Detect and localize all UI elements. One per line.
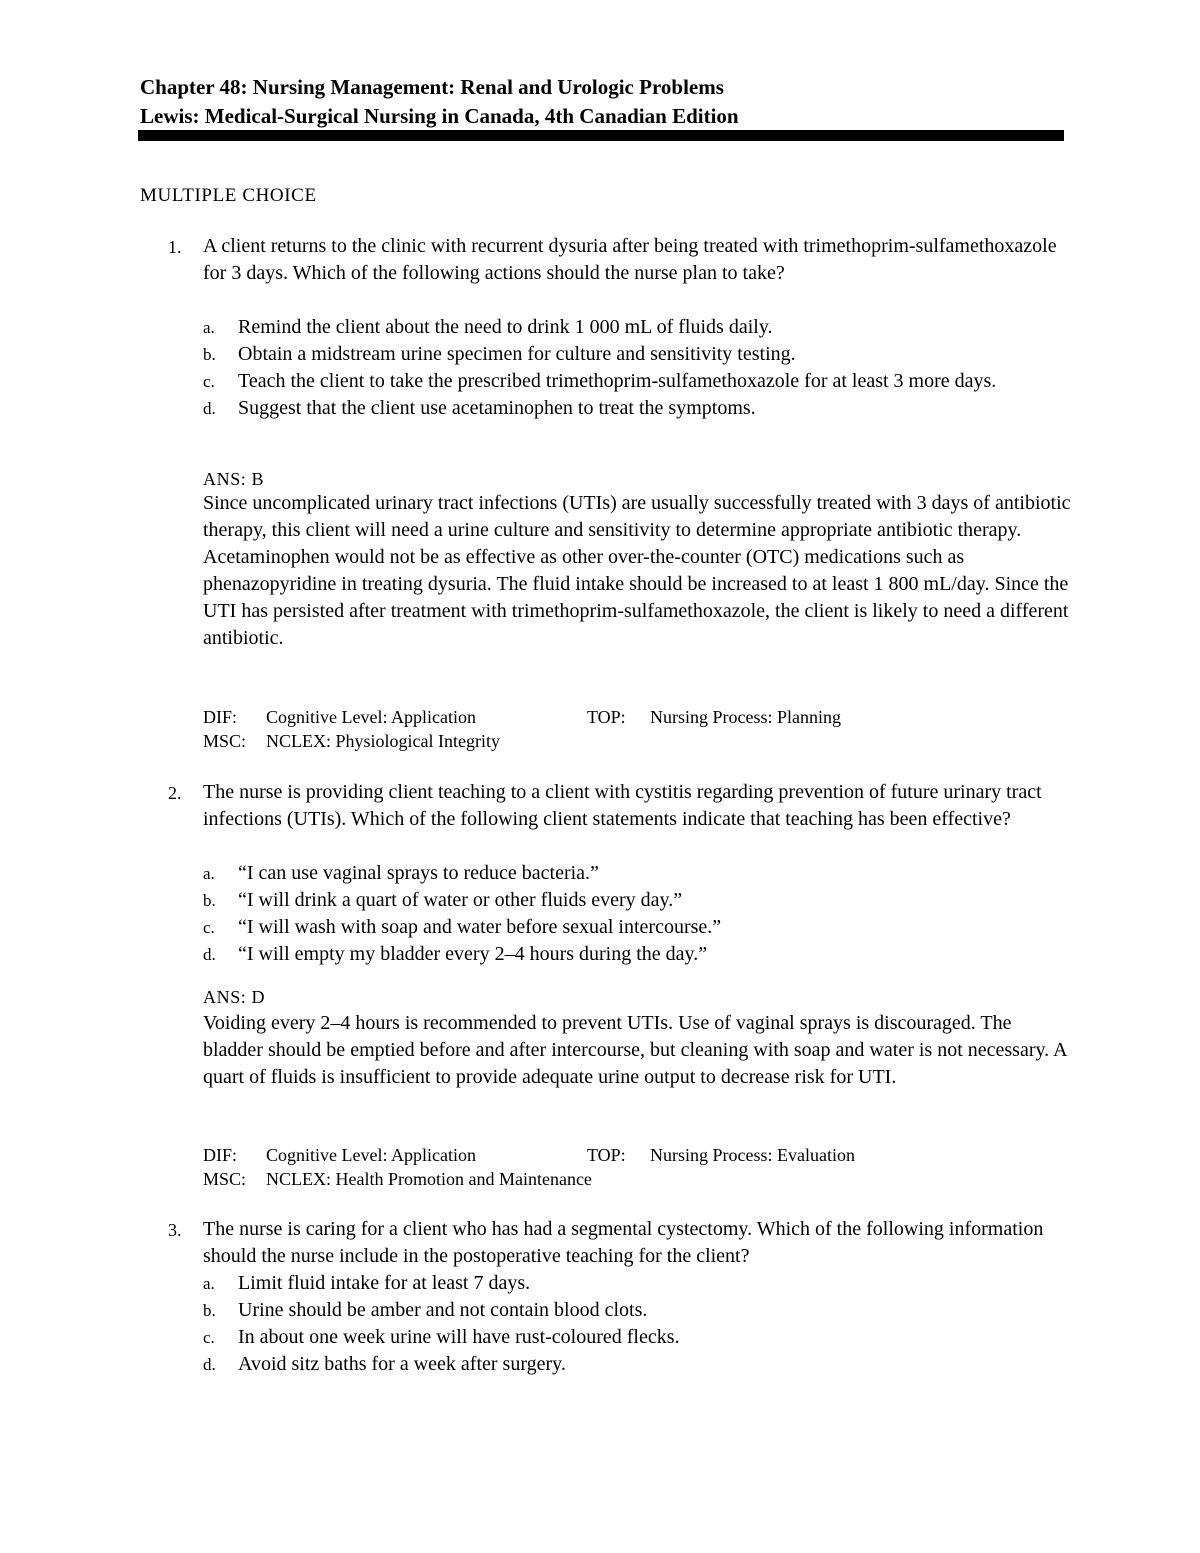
option-d [203,1351,1063,1378]
option-text: Urine should be amber and not contain blood clots. [238,1299,648,1321]
option-letter: d. [203,1355,216,1374]
option-d [203,941,1063,968]
option-text: Remind the client about the need to drink 1 000 mL of fluids daily. [238,316,773,338]
dif-value: Cognitive Level: Application [266,1145,476,1165]
option-a [203,314,1063,341]
question-metadata [203,705,1073,753]
rationale: Voiding every 2–4 hours is recommended to prevent UTIs. Use of vaginal sprays is discouraged. The bladder should be emptied before and after intercourse, but cleaning with soap and water is not necessary. A quart of fluids is insufficient to provide adequate urine output to decrease risk for UTI. [203,1012,1067,1088]
msc-value: NCLEX: Health Promotion and Maintenance [266,1169,592,1189]
option-text: Limit fluid intake for at least 7 days. [238,1272,531,1294]
option-letter: c. [203,918,215,937]
option-c [203,914,1063,941]
question-number: 2. [168,783,182,803]
option-letter: b. [203,891,216,910]
top-value: Nursing Process: Evaluation [650,1145,855,1165]
question-number: 3. [168,1220,182,1240]
top-label: TOP: [587,707,626,727]
option-list [203,1270,1063,1378]
option-text: “I will empty my bladder every 2–4 hours during the day.” [238,943,708,965]
option-letter: b. [203,1301,216,1320]
option-c [203,1324,1063,1351]
answer: ANS: B [203,469,265,489]
dif-label: DIF: [203,1145,238,1165]
option-a [203,1270,1063,1297]
option-text: “I can use vaginal sprays to reduce bacteria.” [238,862,599,884]
question-metadata [203,1143,1073,1191]
option-letter: d. [203,399,216,418]
question-stem: A client returns to the clinic with recurrent dysuria after being treated with trimethoprim-sulfamethoxazole for 3 days. Which of the following actions should the nurse plan to take? [203,235,1057,284]
option-b [203,1297,1063,1324]
option-a [203,860,1063,887]
option-letter: a. [203,318,215,337]
option-letter: a. [203,1274,215,1293]
option-text: Obtain a midstream urine specimen for culture and sensitivity testing. [238,343,796,365]
section-title: MULTIPLE CHOICE [140,185,317,206]
option-letter: c. [203,1328,215,1347]
option-text: “I will drink a quart of water or other fluids every day.” [238,889,683,911]
question-stem: The nurse is caring for a client who has had a segmental cystectomy. Which of the following information should the nurse include in the postoperative teaching for the client? [203,1218,1044,1267]
dif-value: Cognitive Level: Application [266,707,476,727]
msc-label: MSC: [203,1169,247,1189]
header-rule [138,130,1064,141]
book-title: Lewis: Medical-Surgical Nursing in Canada, 4th Canadian Edition [140,104,739,128]
answer: ANS: D [203,987,266,1007]
option-text: In about one week urine will have rust-coloured flecks. [238,1326,680,1348]
option-text: Teach the client to take the prescribed trimethoprim-sulfamethoxazole for at least 3 more days. [238,370,997,392]
option-list [203,860,1063,968]
option-letter: a. [203,864,215,883]
msc-label: MSC: [203,731,247,751]
option-c [203,368,1063,395]
question-number: 1. [168,237,182,257]
option-list [203,314,1063,422]
chapter-title: Chapter 48: Nursing Management: Renal and Urologic Problems [140,75,724,99]
msc-value: NCLEX: Physiological Integrity [266,731,500,751]
rationale: Since uncomplicated urinary tract infections (UTIs) are usually successfully treated with 3 days of antibiotic therapy, this client will need a urine culture and sensitivity to determine appropriate antibiotic therapy. Acetaminophen would not be as effective as other over-the-counter (OTC) medications such as phenazopyridine in treating dysuria. The fluid intake should be increased to at least 1 800 mL/day. Since the UTI has persisted after treatment with trimethoprim-sulfamethoxazole, the client is likely to need a different antibiotic. [203,492,1071,649]
option-letter: c. [203,372,215,391]
option-letter: b. [203,345,216,364]
question-stem: The nurse is providing client teaching to a client with cystitis regarding prevention of future urinary tract infections (UTIs). Which of the following client statements indicate that teaching has been effective? [203,781,1042,830]
option-text: “I will wash with soap and water before sexual intercourse.” [238,916,722,938]
option-text: Avoid sitz baths for a week after surgery. [238,1353,566,1375]
option-text: Suggest that the client use acetaminophen to treat the symptoms. [238,397,756,419]
dif-label: DIF: [203,707,238,727]
top-label: TOP: [587,1145,626,1165]
option-b [203,887,1063,914]
option-b [203,341,1063,368]
option-d [203,395,1063,422]
top-value: Nursing Process: Planning [650,707,841,727]
option-letter: d. [203,945,216,964]
